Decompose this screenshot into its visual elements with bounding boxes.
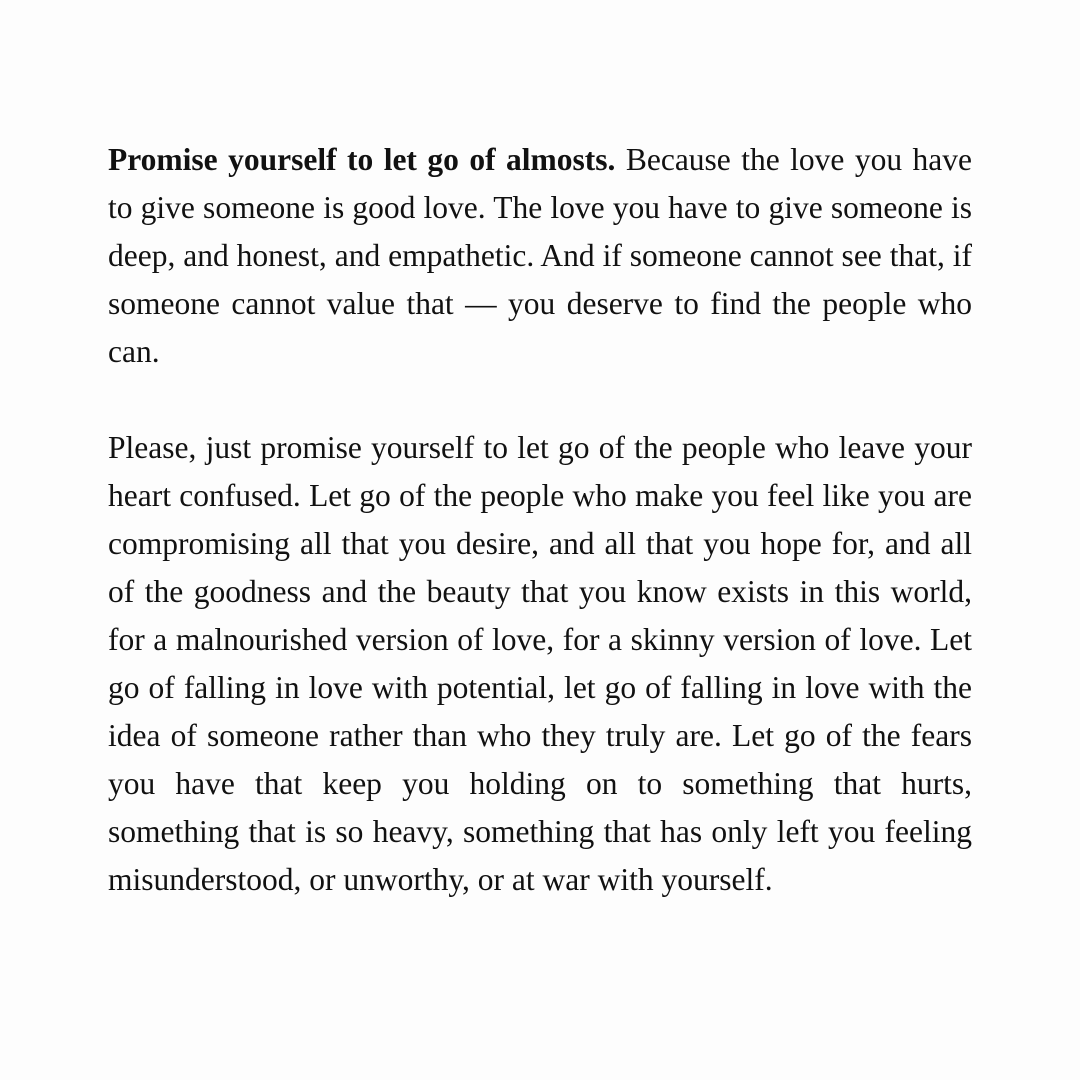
quote-paragraph-2 (108, 424, 972, 904)
quote-paragraph-2-body: Please, just promise yourself to let go of the people who leave your heart confused. Let go of the people who make you feel like you are compromising all that you desire, and all that you hope for, and all of the goodness and the beauty that you know exists in this world, for a malnourished version of love, for a skinny version of love. Let go of falling in love with potential, let go of falling in love with the idea of someone rather than who they truly are. Let go of the fears you have that keep you holding on to something that hurts, something that is so heavy, something that has only left you feeling misunderstood, or unworthy, or at war with yourself. (108, 430, 972, 897)
quote-paragraph-1 (108, 136, 972, 376)
quote-paragraph-1-body: Because the love you have to give someone is good love. The love you have to give someone is deep, and honest, and empathetic. And if someone cannot see that, if someone cannot value that — you deserve to find the people who can. (108, 142, 973, 369)
quote-lead-sentence: Promise yourself to let go of almosts. (108, 142, 616, 177)
